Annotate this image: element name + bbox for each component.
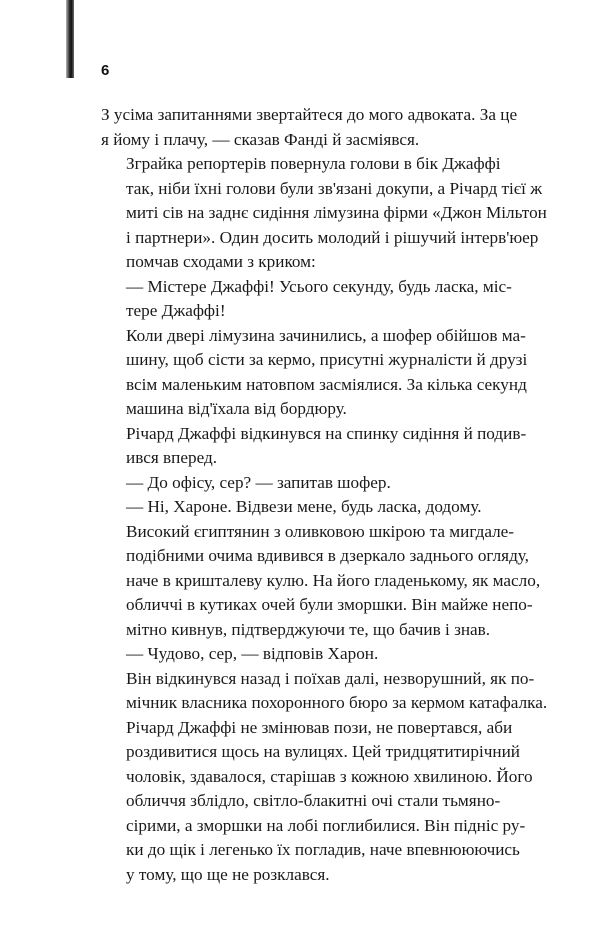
text-line: сірими, а зморшки на лобі поглибилися. Він підніс ру- — [126, 815, 526, 835]
paragraph — [101, 422, 527, 471]
text-line: — Чудово, сер, — відповів Харон. — [126, 644, 379, 663]
text-line: Коли двері лімузина зачинились, а шофер обійшов ма- — [126, 325, 526, 345]
paragraph — [101, 471, 500, 496]
paragraph — [101, 520, 541, 643]
text-line: я йому і плачу, — сказав Фанді й засміявся. — [101, 129, 420, 149]
text-line: чоловік, здавалося, старішав з кожною хвилиною. Його — [126, 766, 533, 786]
text-line: — Містере Джаффі! Усього секунду, будь ласка, міс- — [126, 276, 512, 296]
page-number: 6 — [101, 62, 110, 79]
text-line: помчав сходами з криком: — [126, 252, 316, 271]
paragraph — [101, 716, 533, 888]
text-line: роздивитися щось на вулицях. Цей тридцятитирічний — [126, 742, 520, 761]
text-line: у тому, що ще не розклався. — [126, 864, 330, 884]
text-line: наче в кришталеву кулю. На його гладенькому, як масло, — [126, 570, 541, 590]
paragraph — [101, 324, 528, 422]
text-line: всім маленьким натовпом засміялися. За кілька секунд — [126, 374, 527, 394]
text-line: ився вперед. — [126, 448, 218, 467]
paragraph — [101, 103, 518, 152]
text-line: машина від'їхала від бордюру. — [126, 399, 347, 418]
text-line: Річард Джаффі не змінював пози, не повертався, аби — [126, 717, 513, 737]
text-line: З усіма запитаннями звертайтеся до мого адвоката. За це — [101, 105, 518, 124]
text-line: — До офісу, сер? — запитав шофер. — [126, 472, 391, 492]
text-line: обличчя зблідло, світло-блакитні очі стали тьмяно- — [126, 791, 501, 810]
paragraph — [101, 275, 512, 324]
paragraph — [101, 642, 500, 667]
text-line: подібними очима вдивився в дзеркало заднього огляду, — [126, 546, 529, 565]
text-line: мічник власника похоронного бюро за кермом катафалка. — [126, 693, 548, 712]
text-line: обличчі в кутиках очей були зморшки. Він майже непо- — [126, 595, 533, 614]
text-line: мітно кивнув, підтверджуючи те, що бачив і знав. — [126, 619, 491, 639]
text-line: ки до щік і легенько їх погладив, наче впевнююючись — [126, 840, 520, 859]
paragraph — [101, 495, 500, 520]
text-line: і партнери». Один досить молодий і рішучий інтерв'юер — [126, 227, 539, 247]
text-line: шину, щоб сісти за кермо, присутні журналісти й друзі — [126, 350, 528, 369]
text-line: Зграйка репортерів повернула голови в бік Джаффі — [126, 154, 501, 173]
text-line: Річард Джаффі відкинувся на спинку сидіння й подив- — [126, 423, 527, 443]
paragraph — [101, 667, 548, 716]
text-line: так, ніби їхні голови були зв'язані докупи, а Річард тієї ж — [126, 178, 543, 198]
text-line: миті сів на заднє сидіння лімузина фірми «Джон Мільтон — [126, 203, 547, 222]
text-line: Він відкинувся назад і поїхав далі, незворушний, як по- — [126, 668, 535, 688]
body-text — [101, 103, 548, 887]
text-line: — Ні, Хароне. Відвези мене, будь ласка, додому. — [126, 497, 482, 516]
text-line: тере Джаффі! — [126, 301, 226, 320]
binding-shadow — [66, 0, 74, 78]
paragraph — [101, 152, 547, 275]
text-line: Високий єгиптянин з оливковою шкірою та мигдале- — [126, 521, 515, 541]
